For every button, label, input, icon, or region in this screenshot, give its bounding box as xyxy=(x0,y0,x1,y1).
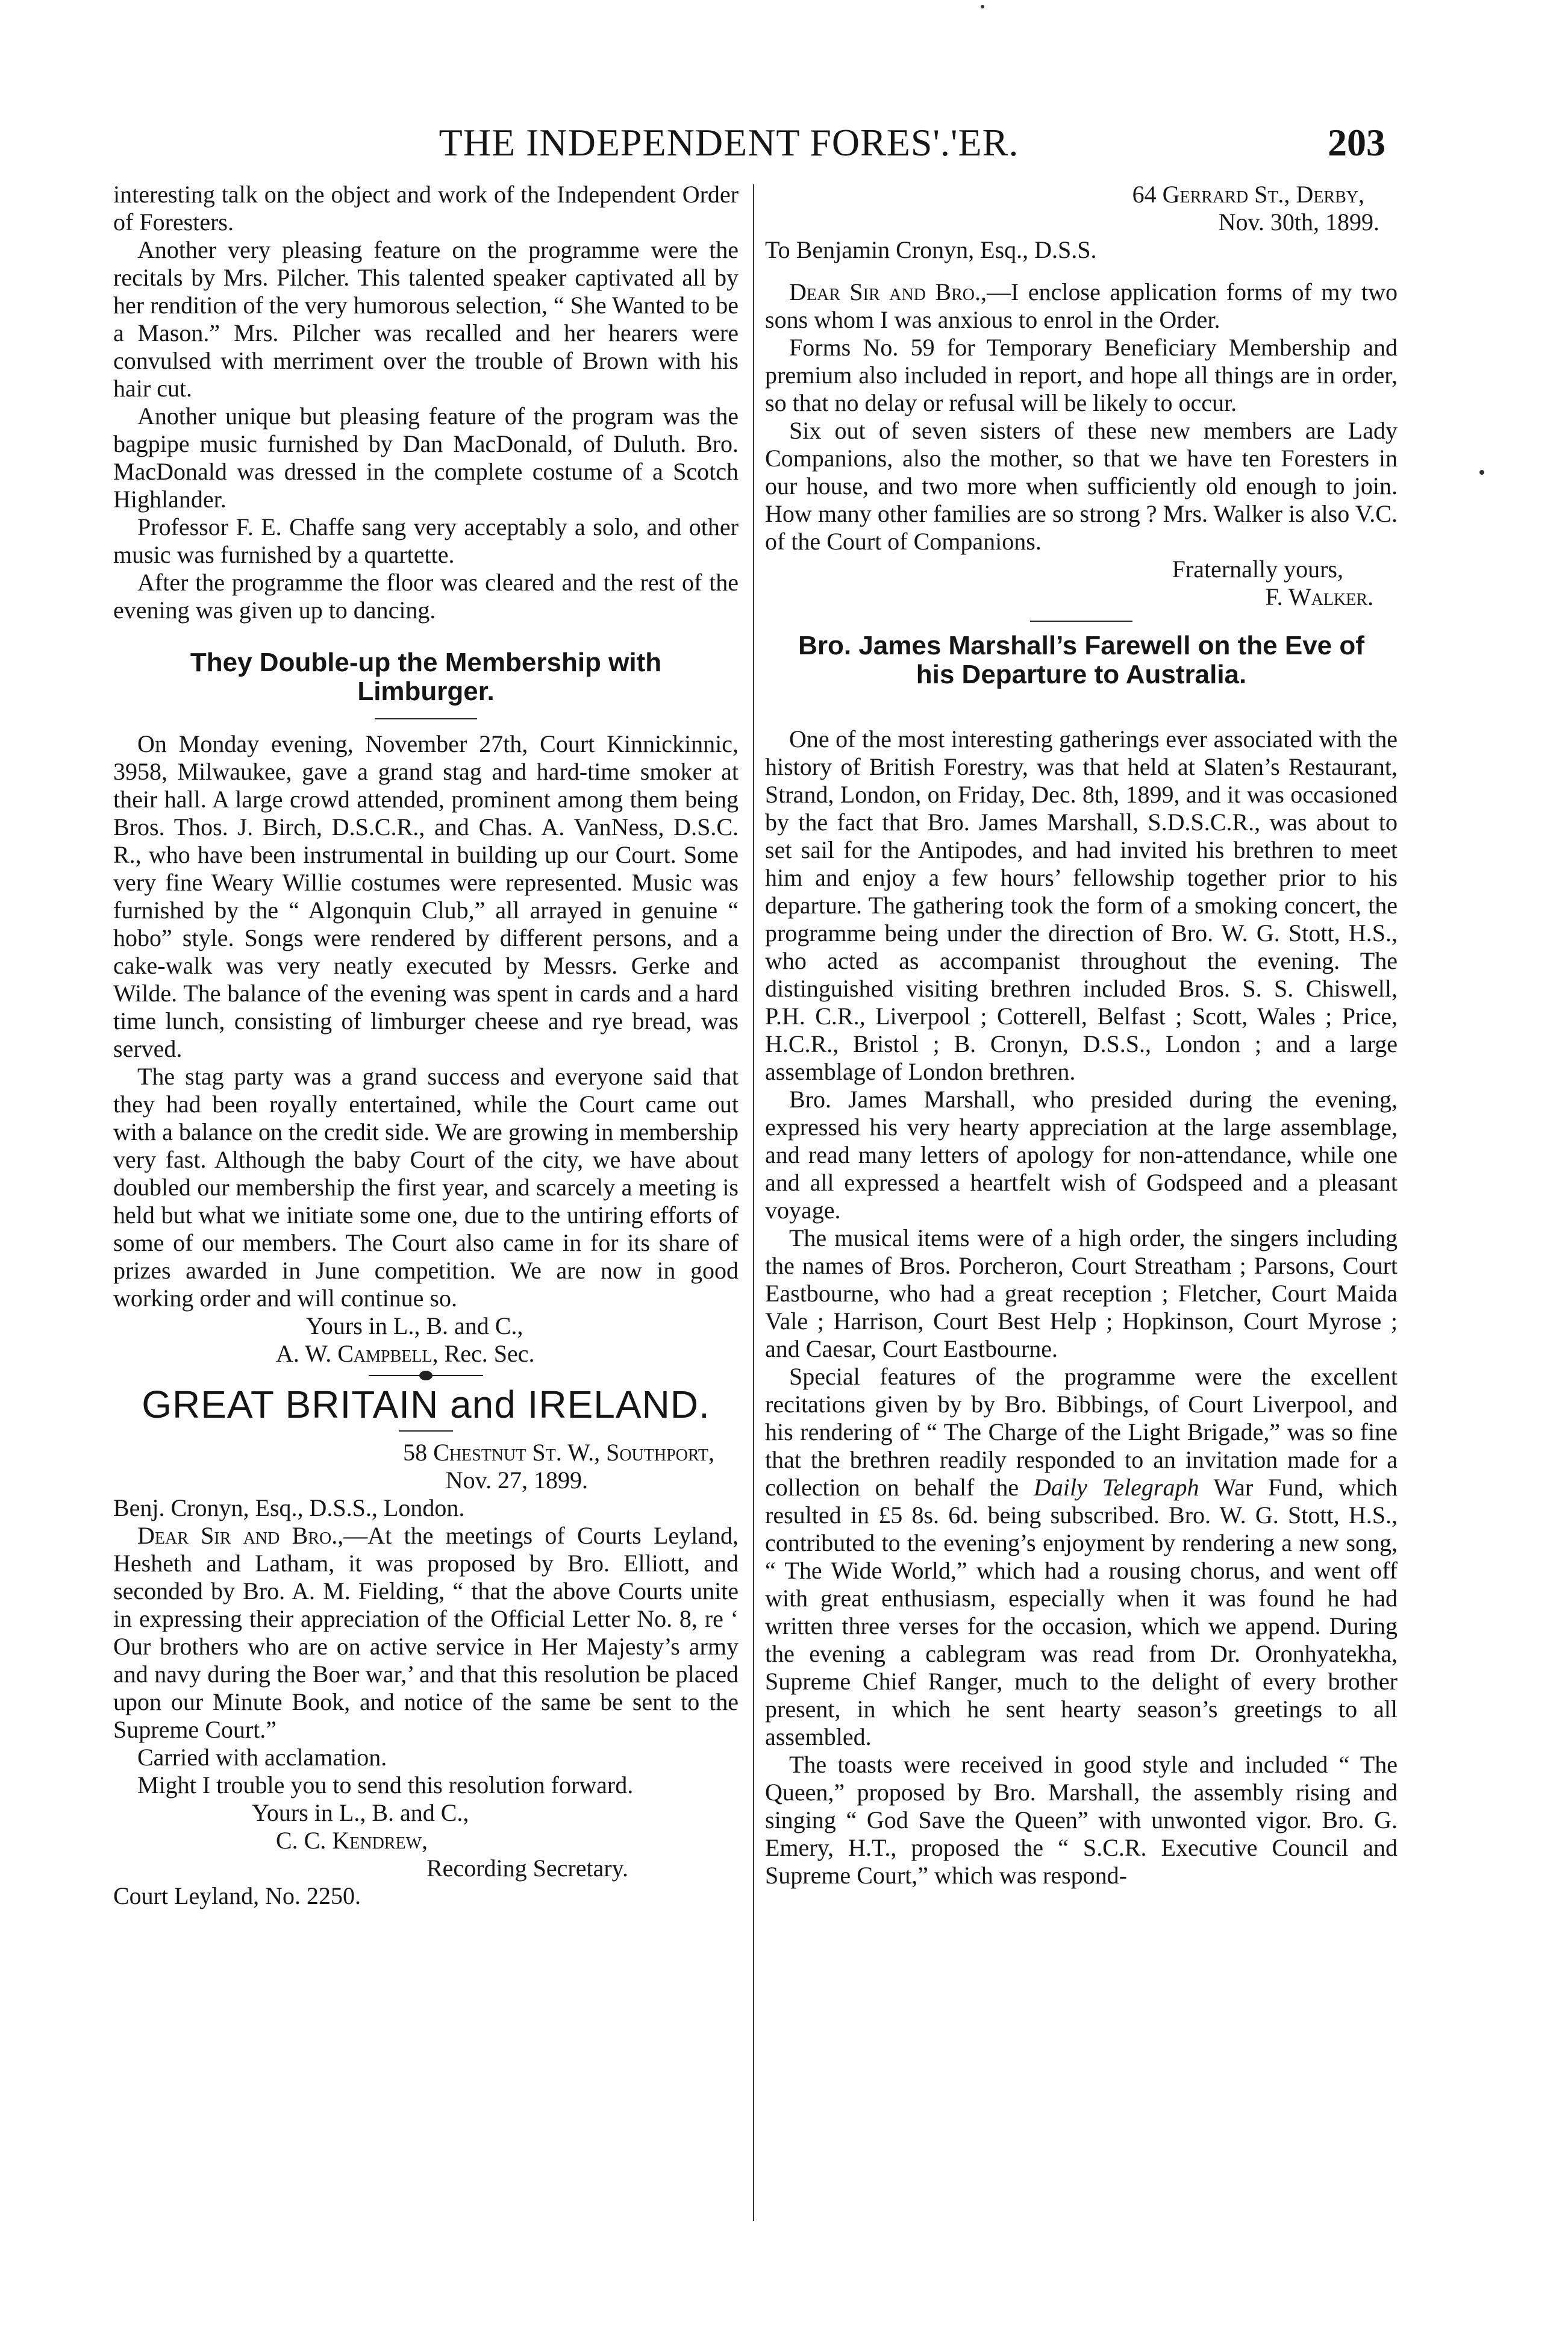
signature-title: Recording Secretary. xyxy=(426,1855,629,1882)
paragraph-text: Special features of the programme were the excellent recitations given by by Bro. Bibbings, of Court Liverpool, and his rendering of “ The Charge of the Light Brigade,” was so fine that the brethren readily responded to an invitation made for a collection on behalf the xyxy=(765,1363,1398,1501)
newspaper-title: Daily Telegraph xyxy=(1033,1474,1199,1501)
signature-closing: Yours in L., B. and C., xyxy=(252,1799,469,1826)
right-column xyxy=(765,181,1398,1889)
salutation: Dear Sir and Bro. xyxy=(789,278,981,305)
letter-date: Nov. 30th, 1899. xyxy=(1218,208,1379,236)
column-divider xyxy=(753,184,754,2221)
print-speck xyxy=(1479,470,1484,475)
running-title: THE INDEPENDENT FORES'.'ER. xyxy=(439,121,1019,164)
signature-title: , Rec. Sec. xyxy=(432,1340,535,1367)
paragraph: interesting talk on the object and work of the Independent Order of Foresters. xyxy=(113,181,739,236)
ornament-rule xyxy=(369,1375,483,1376)
paragraph: Another unique but pleasing feature of the program was the bagpipe music furnished by Dan MacDonald, of Duluth. Bro. MacDonald was dressed in the complete costume of a Scotch Highlander. xyxy=(113,402,739,513)
paragraph: Bro. James Marshall, who presided during the evening, expressed his very hearty appreciation at the large assemblage, and read many letters of apology for non-attendance, while one and all expressed a heartfelt wish of Godspeed and a pleasant voyage. xyxy=(765,1086,1398,1224)
letter-address: 58 Chestnut St. W., Southport, xyxy=(403,1439,714,1466)
section-rule xyxy=(399,1430,453,1432)
paragraph: Might I trouble you to send this resolution forward. xyxy=(137,1771,634,1798)
signature-name: F. Walker. xyxy=(1265,583,1373,610)
signature-closing: Fraternally yours, xyxy=(1172,556,1343,583)
letter-address: 64 Gerrard St., Derby, xyxy=(1132,181,1364,208)
paragraph: The musical items were of a high order, the singers including the names of Bros. Porcheron, Court Streatham ; Parsons, Court Eastbourne, who had a great reception ; Fletcher, Court Maida Vale ; Harrison, Court Best Help ; Hopkinson, Court Myrose ; and Caesar, Court Eastbourne. xyxy=(765,1224,1398,1362)
court-line: Court Leyland, No. 2250. xyxy=(113,1882,361,1909)
paragraph: Carried with acclamation. xyxy=(137,1744,387,1771)
page-number: 203 xyxy=(1328,121,1385,164)
paragraph: After the programme the floor was cleared and the rest of the evening was given up to dancing. xyxy=(113,569,739,624)
letter-body: ,—At the meetings of Courts Leyland, Hesheth and Latham, it was proposed by Bro. Elliott, and seconded by Bro. A. M. Fielding, “ that the above Courts unite in expressing their appreciation of the Official Letter No. 8, re ‘ Our brothers who are on active service in Her Majesty’s army and navy during the Boer war,’ and that this resolution be placed upon our Minute Book, and notice of the same be sent to the Supreme Court.” xyxy=(113,1522,739,1743)
letter-recipient: Benj. Cronyn, Esq., D.S.S., London. xyxy=(113,1494,465,1521)
paragraph xyxy=(765,278,1398,334)
article-headline: Bro. James Marshall’s Farewell on the Eve of his Departure to Australia. xyxy=(798,631,1364,689)
paragraph: Professor F. E. Chaffe sang very acceptably a solo, and other music was furnished by a quartette. xyxy=(113,513,739,568)
paragraph xyxy=(765,1363,1398,1751)
print-speck xyxy=(981,5,984,8)
signature-name xyxy=(113,1827,739,1855)
paragraph: Six out of seven sisters of these new members are Lady Companions, also the mother, so that we have ten Foresters in our house, and two more when sufficiently old enough to join. How many other families are so strong ? Mrs. Walker is also V.C. of the Court of Companions. xyxy=(765,417,1398,555)
paragraph: One of the most interesting gatherings ever associated with the history of British Forestry, was that held at Slaten’s Restaurant, Strand, London, on Friday, Dec. 8th, 1899, and it was occasioned by the fact that Bro. James Marshall, S.D.S.C.R., was about to set sail for the Antipodes, and had invited his brethren to meet him and enjoy a few hours’ fellowship together prior to his departure. The gathering took the form of a smoking concert, the programme being under the direction of Bro. W. G. Stott, H.S., who acted as accompanist throughout the evening. The distinguished visiting brethren included Bros. S. S. Chiswell, P.H. C.R., Liverpool ; Cotterell, Belfast ; Scott, Wales ; Price, H.C.R., Bristol ; B. Cronyn, D.S.S., London ; and a large assemblage of London brethren. xyxy=(765,725,1398,1085)
section-headline: GREAT BRITAIN and IRELAND. xyxy=(142,1383,710,1426)
paragraph: Forms No. 59 for Temporary Beneficiary Membership and premium also included in report, and hope all things are in order, so that no delay or refusal will be likely to occur. xyxy=(765,334,1398,416)
paragraph xyxy=(113,1522,739,1744)
signature-line xyxy=(113,1340,739,1368)
left-column xyxy=(113,181,739,1910)
paragraph: On Monday evening, November 27th, Court Kinnickinnic, 3958, Milwaukee, gave a grand stag and hard-time smoker at their hall. A large crowd attended, prominent among them being Bros. Thos. J. Birch, D.S.C.R., and Chas. A. VanNess, D.S.C. R., who have been instrumental in building up our Court. Some very fine Weary Willie costumes were represented. Music was furnished by the “ Algonquin Club,” all arrayed in genuine “ hobo” style. Songs were rendered by different persons, and a cake-walk was very neatly executed by Messrs. Gerke and Wilde. The balance of the evening was spent in cards and a hard time lunch, consisting of limburger cheese and rye bread, was served. xyxy=(113,730,739,1062)
paragraph: Another very pleasing feature on the programme were the recitals by Mrs. Pilcher. This talented speaker captivated all by her rendition of the very humorous selection, “ She Wanted to be a Mason.” Mrs. Pilcher was recalled and her hearers were convulsed with merriment over the trouble of Brown with his hair cut. xyxy=(113,236,739,402)
page-header xyxy=(114,121,1385,175)
letter-recipient: To Benjamin Cronyn, Esq., D.S.S. xyxy=(765,236,1097,263)
letter-date: Nov. 27, 1899. xyxy=(445,1467,588,1494)
section-rule xyxy=(375,718,477,719)
signature-closing: Yours in L., B. and C., xyxy=(306,1312,523,1339)
paragraph: The toasts were received in good style and included “ The Queen,” proposed by Bro. Marshall, the assembly rising and singing “ God Save the Queen” with unwonted vigor. Bro. G. Emery, H.T., proposed the “ S.C.R. Executive Council and Supreme Court,” which was respond- xyxy=(765,1751,1398,1889)
article-headline: They Double-up the Membership with Limburger. xyxy=(190,648,662,706)
section-rule xyxy=(1030,621,1132,622)
signature-name: A. W. Campbell xyxy=(276,1340,433,1367)
paragraph-text: War Fund, which resulted in £5 8s. 6d. being subscribed. Bro. W. G. Stott, H.S., contributed to the evening’s enjoyment by rendering a new song, “ The Wide World,” which had a rousing chorus, and went off with great enthusiasm, especially when it was found he had written three verses for the occasion, which we append. During the evening a cablegram was read from Dr. Oronhyatekha, Supreme Chief Ranger, much to the delight of every brother present, in which he sent hearty season’s greetings to all assembled. xyxy=(765,1474,1398,1750)
signature-name-text: C. C. Kendrew, xyxy=(276,1827,428,1854)
salutation: Dear Sir and Bro. xyxy=(137,1522,338,1549)
letter-body: ,—I enclose application forms of my two sons whom I was anxious to enrol in the Order. xyxy=(765,278,1398,333)
paragraph: The stag party was a grand success and everyone said that they had been royally entertained, while the Court came out with a balance on the credit side. We are growing in membership very fast. Although the baby Court of the city, we have about doubled our membership the first year, and scarcely a meeting is held but what we initiate some one, due to the untiring efforts of some of our members. The Court also came in for its share of prizes awarded in June competition. We are now in good working order and will continue so. xyxy=(113,1063,739,1312)
